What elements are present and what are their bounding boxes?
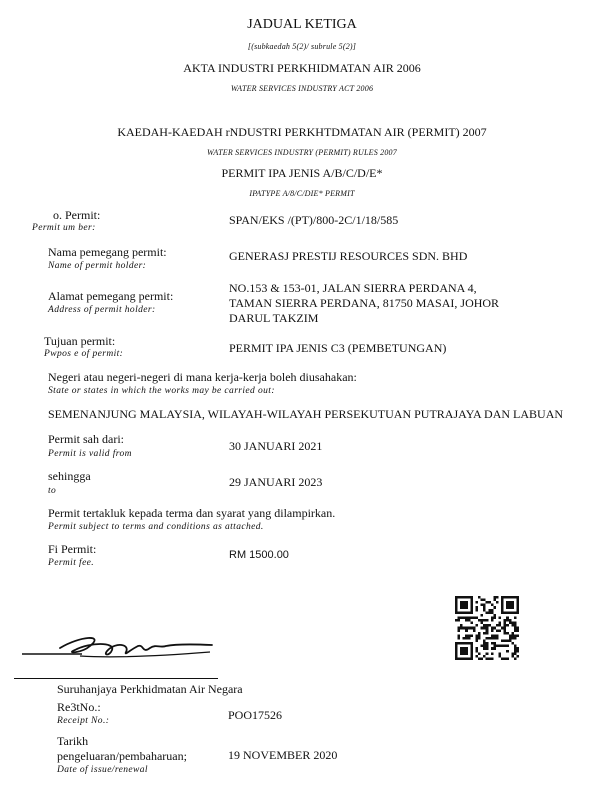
permit-number-value: SPAN/EKS /(PT)/800-2C/1/18/585 — [229, 213, 399, 227]
receipt-label-english: Receipt No.: — [57, 716, 110, 726]
act-title-english: WATER SERVICES INDUSTRY ACT 2006 — [230, 84, 374, 93]
qr-code-icon — [455, 596, 519, 660]
signature-image — [20, 626, 220, 666]
terms-label-english: Permit subject to terms and conditions as attached. — [48, 522, 264, 532]
states-value: SEMENANJUNG MALAYSIA, WILAYAH-WILAYAH PERSEKUTUAN PUTRAJAYA DAN LABUAN — [48, 407, 564, 421]
rules-title-malay: KAEDAH-KAEDAH rNDUSTRI PERKHTDMATAN AIR (PERMIT) 2007 — [117, 125, 487, 139]
valid-to-label: sehingga — [48, 469, 91, 483]
rules-title-english: WATER SERVICES INDUSTRY (PERMIT) RULES 2007 — [207, 148, 397, 157]
purpose-value: PERMIT IPA JENIS C3 (PEMBETUNGAN) — [229, 341, 447, 355]
holder-address-line-2: TAMAN SIERRA PERDANA, 81750 MASAI, JOHOR — [229, 296, 500, 310]
fee-value: RM 1500.00 — [229, 549, 289, 561]
signature-line — [14, 678, 218, 679]
fee-label: Fi Permit: — [48, 542, 97, 556]
valid-from-value: 30 JANUARI 2021 — [229, 439, 323, 453]
schedule-title: JADUAL KETIGA — [247, 17, 357, 32]
holder-name-label-english: Name of permit holder: — [48, 261, 147, 271]
holder-name-label: Nama pemegang permit: — [48, 245, 167, 259]
holder-address-label-english: Address of permit holder: — [48, 305, 156, 315]
permit-number-label: o. Permit: — [53, 208, 101, 222]
subrule-reference: [(subkaedah 5(2)/ subrule 5(2)] — [247, 42, 357, 51]
holder-address-label: Alamat pemegang permit: — [48, 289, 174, 303]
terms-label: Permit tertakluk kepada terma dan syarat yang dilampirkan. — [48, 506, 336, 520]
issue-date-label: Tarikh — [57, 734, 89, 748]
receipt-value: POO17526 — [228, 708, 283, 722]
holder-address-line-1: NO.153 & 153-01, JALAN SIERRA PERDANA 4, — [229, 281, 477, 295]
states-label-english: State or states in which the works may be carried out: — [48, 386, 275, 396]
fee-label-english: Permit fee. — [48, 558, 95, 568]
permit-type-english: IPATYPE A/8/C/DIE* PERMIT — [249, 189, 355, 198]
states-label: Negeri atau negeri-negeri di mana kerja-kerja boleh diusahakan: — [48, 370, 357, 384]
purpose-label-english: Pwpos e of permit: — [44, 349, 124, 359]
issue-date-value: 19 NOVEMBER 2020 — [228, 748, 338, 762]
permit-type-malay: PERMIT IPA JENIS A/B/C/D/E* — [221, 166, 383, 180]
permit-number-label-english: Permit um ber: — [32, 223, 96, 233]
valid-to-value: 29 JANUARI 2023 — [229, 475, 323, 489]
holder-name-value: GENERASJ PRESTIJ RESOURCES SDN. BHD — [229, 249, 468, 263]
act-title-malay: AKTA INDUSTRI PERKHIDMATAN AIR 2006 — [183, 61, 421, 75]
valid-from-label: Permit sah dari: — [48, 432, 124, 446]
valid-to-label-english: to — [48, 486, 57, 496]
purpose-label: Tujuan permit: — [44, 334, 116, 348]
valid-from-label-english: Permit is valid from — [48, 449, 132, 459]
issue-date-label-2: pengeluaran/pembaharuan; — [57, 749, 187, 763]
authority-name: Suruhanjaya Perkhidmatan Air Negara — [57, 682, 243, 696]
issue-date-label-english: Date of issue/renewal — [57, 765, 148, 775]
holder-address-line-3: DARUL TAKZIM — [229, 311, 319, 325]
receipt-label: Re3tNo.: — [57, 700, 101, 714]
